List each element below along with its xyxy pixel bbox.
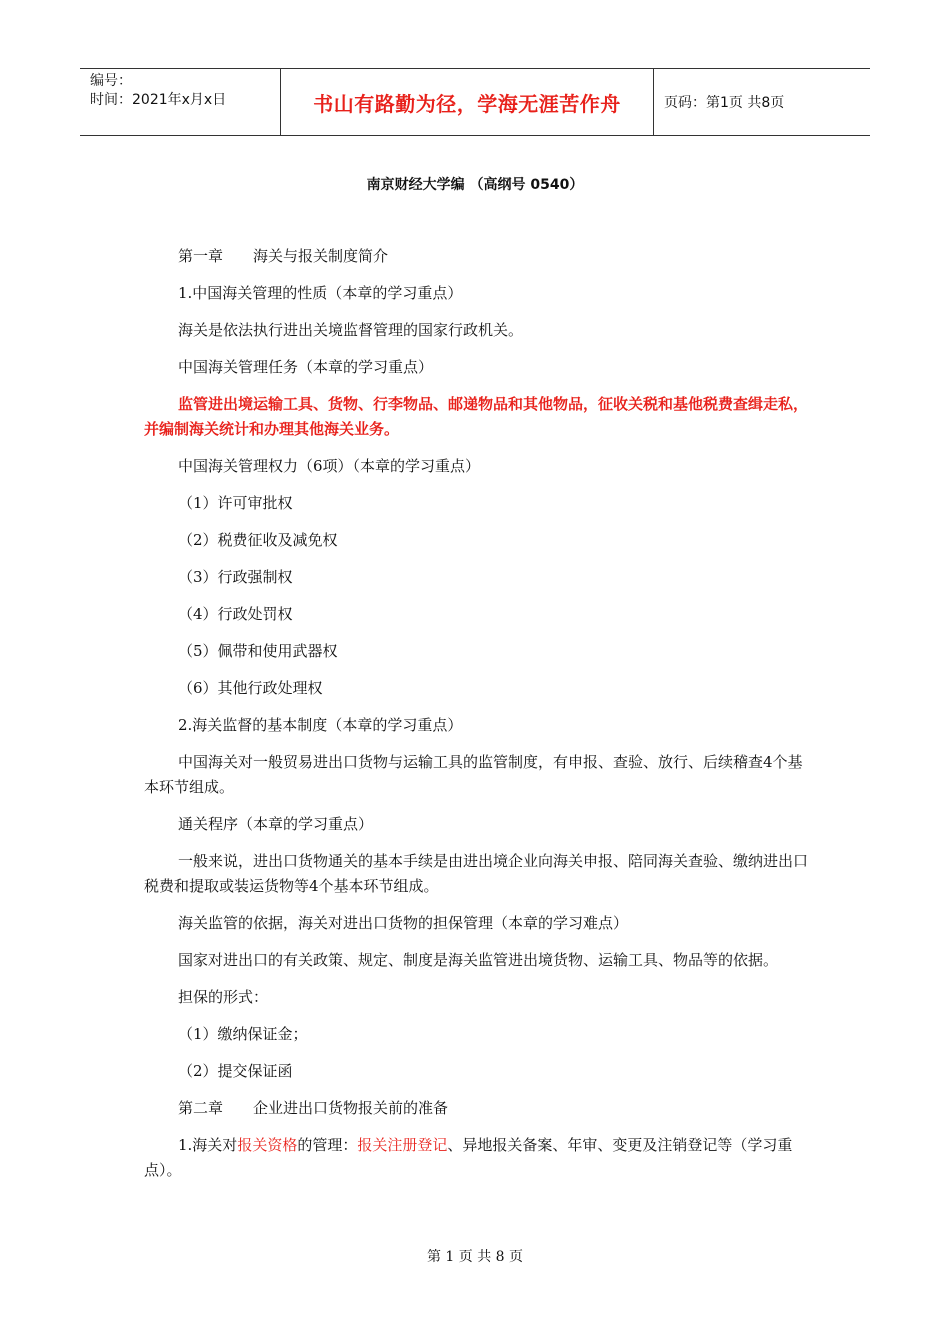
paragraph: 中国海关管理权力（6项）（本章的学习重点） [178,457,481,475]
chapter-2-title [144,1096,809,1121]
list-item: （1）许可审批权 [178,494,293,512]
paragraph: 国家对进出口的有关政策、规定、制度是海关监管进出境货物、运输工具、物品等的依据。 [178,951,779,969]
highlighted-term: 报关注册登记 [357,1136,448,1154]
header-meta-cell [80,69,281,135]
text-span: 的管理： [297,1136,358,1154]
chapter-2-name: 企业进出口货物报关前的准备 [253,1099,449,1117]
list-item: （2）税费征收及减免权 [178,531,338,549]
number-label: 编号： [90,73,132,89]
list-item: （2）提交保证函 [178,1062,293,1080]
paragraph: 1.中国海关管理的性质（本章的学习重点） [178,284,463,302]
chapter-1-number: 第一章 [178,247,224,265]
highlighted-paragraph: 监管进出境运输工具、货物、行李物品、邮递物品和其他物品，征收关税和基他税费查缉走私，并编制海关统计和办理其他海关业务。 [144,395,809,438]
list-item: （4）行政处罚权 [178,605,293,623]
paragraph: 2.海关监督的基本制度（本章的学习重点） [178,716,463,734]
paragraph: 海关是依法执行进出关境监督管理的国家行政机关。 [178,321,524,339]
paragraph: 中国海关管理任务（本章的学习重点） [178,358,434,376]
text-span: 1.海关对 [178,1136,238,1154]
chapter-1-title [144,244,809,269]
time-label: 时间：2021年x月x日 [90,92,227,108]
paragraph: 海关监管的依据，海关对进出口货物的担保管理（本章的学习难点） [178,914,629,932]
text-span: 、异地报关备案、年审、变更及注销登记等（学习重点）。 [144,1136,793,1179]
chapter-1-name: 海关与报关制度简介 [253,247,389,265]
paragraph: 一般来说，进出口货物通关的基本手续是由进出境企业向海关申报、陪同海关查验、缴纳进出口税费和提取或装运货物等4个基本环节组成。 [144,852,809,895]
document-title: 南京财经大学编 （高纲号 0540） [366,177,584,193]
list-item: （5）佩带和使用武器权 [178,642,338,660]
page-code: 页码：第1页 共8页 [664,95,785,111]
paragraph: 中国海关对一般贸易进出口货物与运输工具的监管制度，有申报、查验、放行、后续稽查4个基本环节组成。 [144,753,803,796]
motto: 书山有路勤为径，学海无涯苦作舟 [281,69,654,135]
page-footer: 第 1 页 共 8 页 [426,1249,524,1265]
list-item: （3）行政强制权 [178,568,293,586]
paragraph: 通关程序（本章的学习重点） [178,815,374,833]
highlighted-term: 报关资格 [237,1136,298,1154]
paragraph: 担保的形式： [178,988,269,1006]
document-body [144,244,809,1195]
list-item: （1）缴纳保证金； [178,1025,308,1043]
header-table [80,68,870,136]
chapter-2-number: 第二章 [178,1099,224,1117]
list-item: （6）其他行政处理权 [178,679,323,697]
paragraph-mixed [144,1133,809,1183]
